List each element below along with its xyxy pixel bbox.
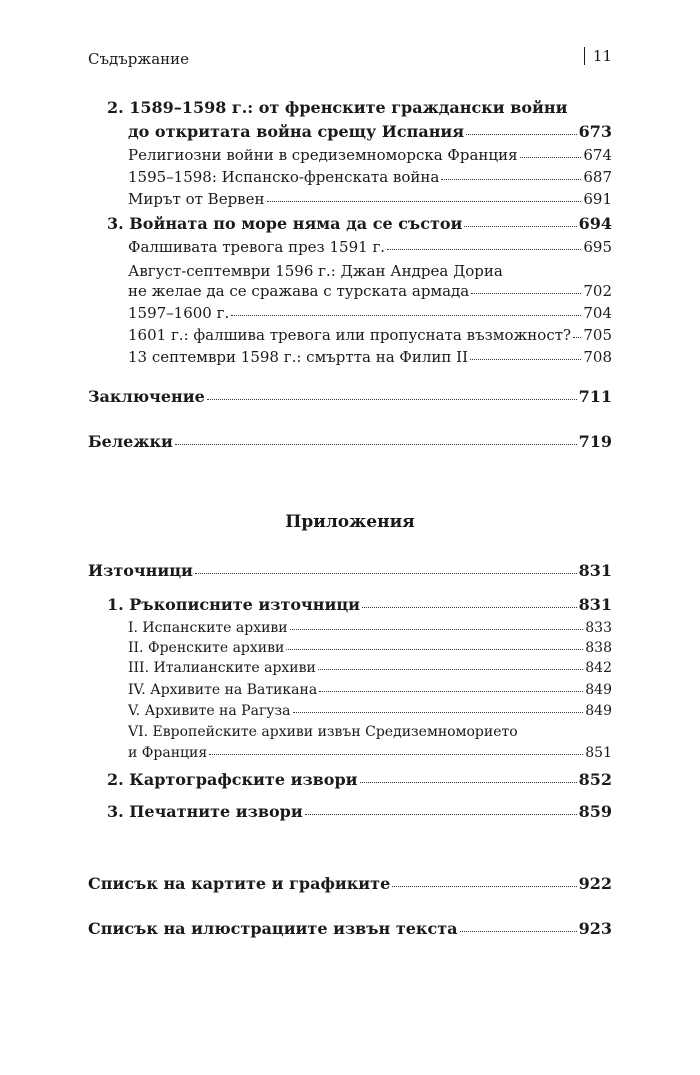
toc-entry[interactable]: Фалшивата тревога през 1591 г. 695 <box>128 238 612 256</box>
toc-entry[interactable]: III. Италианските архиви 842 <box>128 660 612 676</box>
dot-leader <box>319 691 583 692</box>
page-number: 11 <box>584 46 612 65</box>
dot-leader <box>290 629 584 630</box>
toc-entry[interactable]: 3. Войната по море няма да се състои 694 <box>107 214 612 233</box>
dot-leader <box>195 573 577 574</box>
toc-entry-sources[interactable]: Източници 831 <box>88 561 612 580</box>
dot-leader <box>466 134 576 135</box>
dot-leader <box>209 754 583 755</box>
header-divider <box>584 47 585 65</box>
toc-entry[interactable]: 1601 г.: фалшива тревога или пропусната възможност? 705 <box>128 326 612 344</box>
toc-entry[interactable]: 1597–1600 г. 704 <box>128 304 612 322</box>
running-title: Съдържание <box>88 50 190 68</box>
toc-section-title: 2. 1589–1598 г.: от френските граждански войни <box>107 98 568 117</box>
toc-entry[interactable]: не желае да се сражава с турската армада 702 <box>128 282 612 300</box>
toc-entry[interactable]: 1595–1598: Испанско-френската война 687 <box>128 168 612 186</box>
dot-leader <box>460 931 577 932</box>
toc-entry[interactable]: Религиозни войни в средиземноморска Франция 674 <box>128 146 612 164</box>
toc-entry-notes[interactable]: Бележки 719 <box>88 432 612 451</box>
dot-leader <box>293 712 584 713</box>
toc-entry[interactable]: и Франция 851 <box>128 745 612 761</box>
dot-leader <box>470 359 581 360</box>
toc-entry[interactable]: 1. Ръкописните източници 831 <box>107 595 612 614</box>
dot-leader <box>441 179 581 180</box>
running-header <box>88 47 612 70</box>
appendices-heading: Приложения <box>285 512 415 532</box>
dot-leader <box>392 886 576 887</box>
toc-entry-list-illustrations[interactable]: Списък на илюстрациите извън текста 923 <box>88 919 612 938</box>
toc-entry[interactable]: V. Архивите на Рагуза 849 <box>128 703 612 719</box>
toc-entry[interactable]: I. Испанските архиви 833 <box>128 620 612 636</box>
dot-leader <box>387 249 581 250</box>
dot-leader <box>360 782 577 783</box>
dot-leader <box>464 226 576 227</box>
toc-entry[interactable]: 2. Картографските извори 852 <box>107 770 612 789</box>
toc-entry-line: VI. Европейските архиви извън Средиземноморието <box>128 724 518 740</box>
toc-entry[interactable]: Мирът от Вервен 691 <box>128 190 612 208</box>
toc-entry[interactable]: до откритата война срещу Испания 673 <box>128 122 612 141</box>
toc-entry[interactable]: 3. Печатните извори 859 <box>107 802 612 821</box>
dot-leader <box>520 157 582 158</box>
toc-entry[interactable]: II. Френските архиви 838 <box>128 640 612 656</box>
dot-leader <box>573 337 581 338</box>
toc-entry-line: Август-септември 1596 г.: Джан Андреа Дориа <box>128 262 503 280</box>
dot-leader <box>207 399 577 400</box>
toc-entry-conclusion[interactable]: Заключение 711 <box>88 387 612 406</box>
dot-leader <box>318 669 583 670</box>
dot-leader <box>231 315 581 316</box>
toc-entry-list-maps[interactable]: Списък на картите и графиките 922 <box>88 874 612 893</box>
dot-leader <box>305 814 577 815</box>
dot-leader <box>267 201 582 202</box>
toc-entry[interactable]: IV. Архивите на Ватикана 849 <box>128 682 612 698</box>
dot-leader <box>175 444 577 445</box>
dot-leader <box>362 607 577 608</box>
toc-entry[interactable]: 13 септември 1598 г.: смъртта на Филип II 708 <box>128 348 612 366</box>
dot-leader <box>286 649 583 650</box>
dot-leader <box>471 293 581 294</box>
